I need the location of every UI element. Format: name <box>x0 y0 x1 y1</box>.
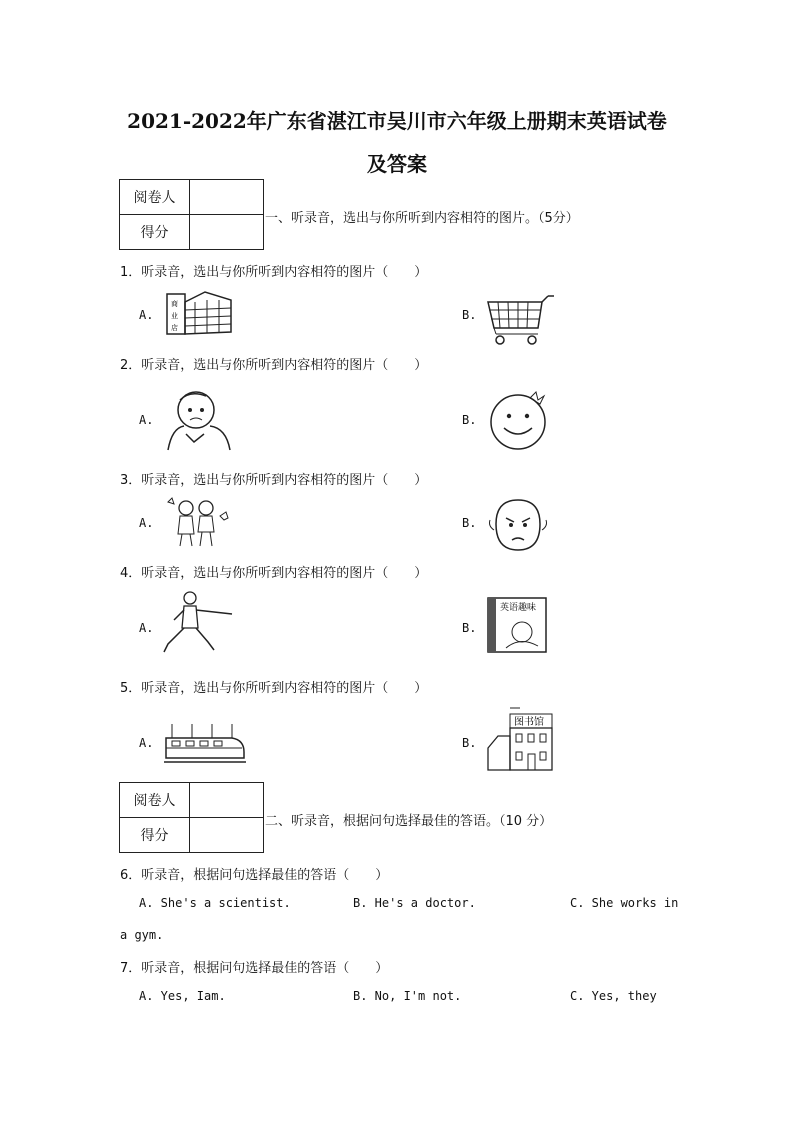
building-picture <box>165 288 235 336</box>
question-4: 4．听录音，选出与你所听到内容相符的图片（ ） <box>120 566 428 581</box>
q4-option-a[interactable]: A. <box>139 621 154 635</box>
q3-option-b[interactable]: B. <box>462 516 477 530</box>
q6-option-c-continued: a gym. <box>120 928 164 942</box>
question-7: 7．听录音，根据问句选择最佳的答语（ ） <box>120 961 389 976</box>
svg-text:商: 商 <box>171 300 178 308</box>
section2-title: 二、听录音，根据问句选择最佳的答语。（10 分） <box>265 814 553 829</box>
svg-text:业: 业 <box>171 312 178 320</box>
q6-option-b[interactable]: B. He's a doctor. <box>353 896 476 910</box>
score-cell <box>190 818 264 853</box>
question-1: 1．听录音，选出与你所听到内容相符的图片（ ） <box>120 265 428 280</box>
score-table-2 <box>119 782 264 853</box>
score-label: 得分 <box>120 215 190 250</box>
page-title-continued: 及答案 <box>367 152 427 176</box>
q1-option-b[interactable]: B. <box>462 308 477 322</box>
q5-option-b[interactable]: B. <box>462 736 477 750</box>
question-3: 3．听录音，选出与你所听到内容相符的图片（ ） <box>120 473 428 488</box>
q7-option-a[interactable]: A. Yes, Iam. <box>139 989 226 1003</box>
question-5: 5．听录音，选出与你所听到内容相符的图片（ ） <box>120 681 428 696</box>
two-kids-picture <box>164 496 232 550</box>
question-2: 2．听录音，选出与你所听到内容相符的图片（ ） <box>120 358 428 373</box>
q2-option-b[interactable]: B. <box>462 413 477 427</box>
smiling-face-picture <box>486 388 550 452</box>
english-book-picture <box>486 596 548 654</box>
q6-option-a[interactable]: A. She's a scientist. <box>139 896 291 910</box>
section1-title: 一、听录音，选出与你所听到内容相符的图片。（5分） <box>265 211 579 226</box>
shopping-cart-picture <box>484 292 556 346</box>
book-title-text: 英语趣味 <box>500 603 537 613</box>
worried-boy-picture <box>160 388 236 452</box>
question-6: 6．听录音，根据问句选择最佳的答语（ ） <box>120 868 389 883</box>
library-sign-text: 图书馆 <box>514 717 544 728</box>
q6-option-c[interactable]: C. She works in <box>570 896 679 910</box>
score-table-1 <box>119 179 264 250</box>
library-picture <box>486 706 556 772</box>
tai-chi-man-picture <box>162 590 238 656</box>
reviewer-label: 阅卷人 <box>120 180 190 215</box>
q7-option-b[interactable]: B. No, I'm not. <box>353 989 462 1003</box>
q4-option-b[interactable]: B. <box>462 621 477 635</box>
score-label: 得分 <box>120 818 190 853</box>
train-picture <box>162 718 248 766</box>
q2-option-a[interactable]: A. <box>139 413 154 427</box>
q1-option-a[interactable]: A. <box>139 308 154 322</box>
page-title: 2021-2022年广东省湛江市吴川市六年级上册期末英语试卷 <box>127 109 667 133</box>
svg-text:店: 店 <box>171 324 178 332</box>
reviewer-cell <box>190 180 264 215</box>
score-cell <box>190 215 264 250</box>
q3-option-a[interactable]: A. <box>139 516 154 530</box>
q7-option-c[interactable]: C. Yes, they <box>570 989 657 1003</box>
angry-face-picture <box>486 496 550 554</box>
reviewer-label: 阅卷人 <box>120 783 190 818</box>
q5-option-a[interactable]: A. <box>139 736 154 750</box>
reviewer-cell <box>190 783 264 818</box>
